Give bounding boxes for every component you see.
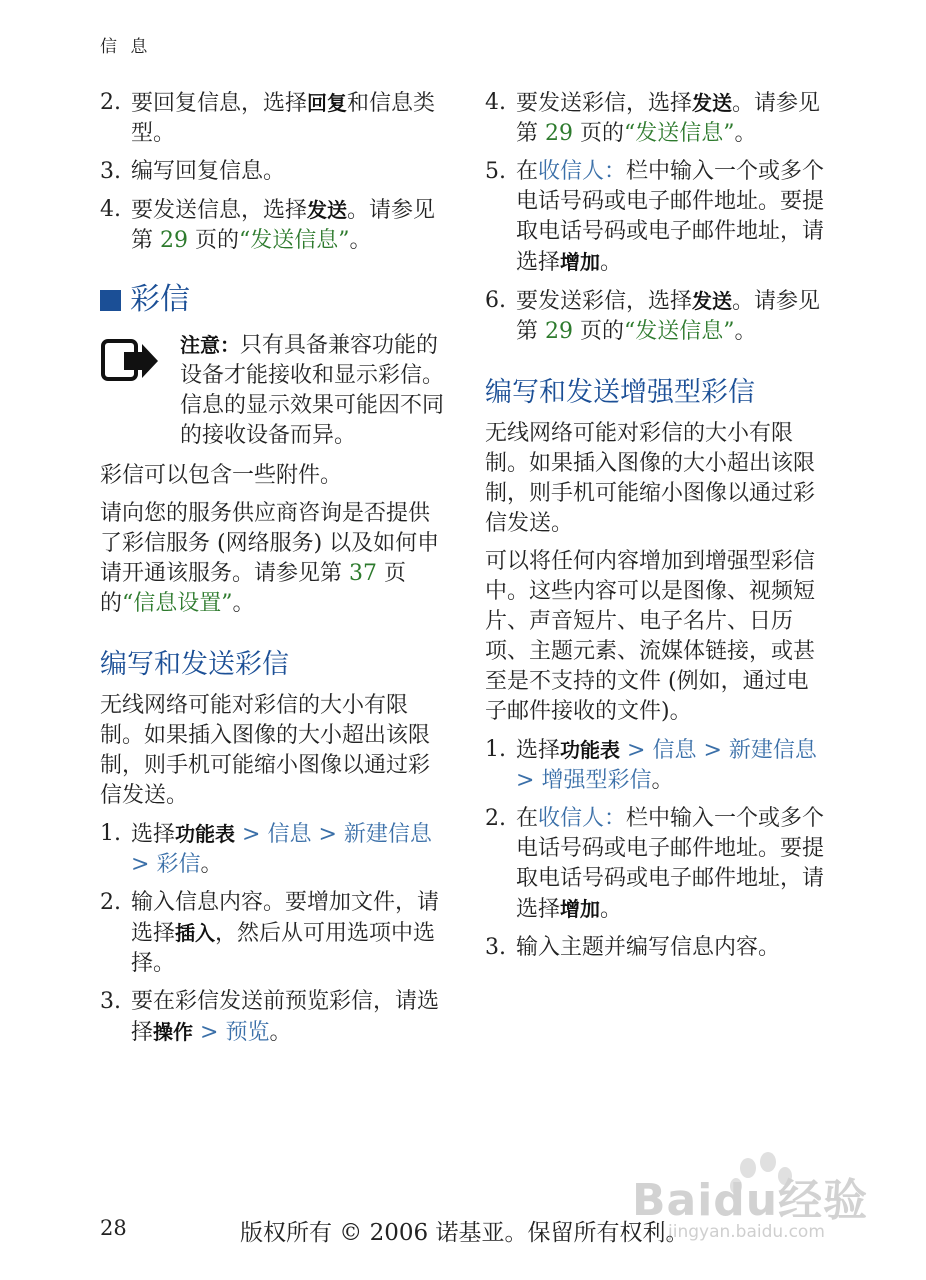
step-number: 1.: [100, 821, 121, 846]
text: 页的: [573, 121, 624, 146]
ui-keyword: 发送: [307, 198, 348, 222]
ui-keyword: 发送: [692, 289, 733, 313]
step-number: 3.: [485, 935, 506, 960]
reply-steps: [100, 88, 450, 256]
page-ref-link[interactable]: 29: [545, 121, 573, 146]
text: 要回复信息，选择: [131, 91, 308, 116]
right-column: [485, 88, 830, 971]
step-text: [131, 195, 450, 256]
page-ref-link[interactable]: 37: [349, 561, 377, 586]
cross-ref-link[interactable]: “发送信息”: [239, 228, 350, 253]
text: 只有具备兼容功能的设备才能接收和显示彩信。信息的显示效果可能因不同的接收设备而异。: [180, 333, 445, 448]
note-label: 注意：: [180, 333, 240, 357]
menu-path-item: 信息: [267, 822, 312, 847]
text: 在: [516, 159, 539, 184]
list-item: [100, 88, 450, 149]
list-item: [485, 286, 830, 347]
list-item: [100, 819, 450, 880]
step-text: [516, 157, 830, 278]
step-number: 1.: [485, 737, 506, 762]
text: 。: [600, 250, 623, 275]
watermark-url: jingyan.baidu.com: [668, 1222, 825, 1242]
section-heading-enhanced: 编写和发送增强型彩信: [485, 377, 755, 408]
list-item: [485, 735, 830, 796]
text: 。: [349, 228, 372, 253]
text: 。请参见第: [516, 289, 821, 344]
field-name: 收信人：: [538, 159, 627, 184]
menu-path-item: 增强型彩信: [541, 768, 652, 793]
text: 和信息类型。: [131, 91, 436, 146]
text: 要在彩信发送前预览彩信，请选择: [131, 989, 440, 1045]
step-text: [131, 888, 450, 979]
ui-keyword: 插入: [175, 921, 216, 945]
menu-path-item: 新建信息: [728, 738, 817, 763]
menu-separator: >: [620, 738, 653, 763]
step-text: [516, 88, 830, 149]
text: 请向您的服务供应商咨询是否提供了彩信服务 (网络服务) 以及如何申请开通该服务。请参见第: [100, 501, 440, 586]
step-number: 2.: [485, 806, 506, 831]
text: 。: [269, 1020, 292, 1045]
field-name: 收信人：: [538, 806, 627, 831]
paragraph: 彩信可以包含一些附件。: [100, 463, 343, 488]
cross-ref-link[interactable]: “信息设置”: [122, 591, 233, 616]
step-number: 4.: [100, 197, 121, 222]
ui-keyword: 功能表: [175, 822, 236, 846]
ui-keyword: 操作: [153, 1020, 194, 1044]
step-text: [516, 286, 830, 347]
page-ref-link[interactable]: 29: [160, 228, 188, 253]
text: 。: [232, 591, 255, 616]
compose-steps: [100, 819, 450, 1048]
page-ref-link[interactable]: 29: [545, 319, 573, 344]
text: 选择: [131, 822, 176, 847]
text: 要发送彩信，选择: [516, 91, 693, 116]
paragraph: 可以将任何内容增加到增强型彩信中。这些内容可以是图像、视频短片、声音短片、电子名片、日历项、主题元素、流媒体链接，或甚至是不支持的文件 (例如，通过电子邮件接收的文件)。: [485, 549, 816, 724]
text: 要发送信息，选择: [131, 198, 308, 223]
heading-text: 彩信: [130, 282, 190, 317]
watermark-logo-text: Baidu经验: [632, 1175, 869, 1226]
copyright-footer: 版权所有 © 2006 诺基亚。保留所有权利。: [240, 1220, 689, 1246]
text: 。: [600, 897, 623, 922]
menu-separator: >: [516, 768, 542, 793]
text: 页的: [100, 561, 406, 616]
left-column: [100, 88, 450, 1056]
ui-keyword: 发送: [692, 91, 733, 115]
step-number: 2.: [100, 890, 121, 915]
menu-separator: >: [235, 822, 268, 847]
send-steps: [485, 88, 830, 347]
list-item: [485, 88, 830, 149]
step-number: 4.: [485, 90, 506, 115]
menu-separator: >: [131, 852, 157, 877]
text: 输入信息内容。要增加文件，请选择: [131, 890, 440, 946]
step-number: 6.: [485, 288, 506, 313]
paragraph: [100, 499, 450, 619]
menu-path-item: 信息: [652, 738, 697, 763]
text: ，然后从可用选项中选择。: [131, 921, 436, 976]
ui-keyword: 增加: [560, 897, 601, 921]
menu-separator: >: [193, 1020, 226, 1045]
running-header: 信 息: [100, 37, 152, 57]
text: 页的: [573, 319, 624, 344]
list-item: [100, 157, 450, 187]
text: 在: [516, 806, 539, 831]
text: 。: [200, 852, 223, 877]
section-heading-mms: [100, 280, 450, 320]
menu-path-item: 新建信息: [343, 822, 432, 847]
list-item: [485, 804, 830, 925]
step-text: [516, 804, 830, 925]
list-item: [100, 987, 450, 1048]
step-number: 3.: [100, 159, 121, 184]
text: 栏中输入一个或多个电话号码或电子邮件地址。要提取电话号码或电子邮件地址，请选择: [516, 159, 825, 275]
page-number: 28: [100, 1216, 127, 1240]
text: 栏中输入一个或多个电话号码或电子邮件地址。要提取电话号码或电子邮件地址，请选择: [516, 806, 825, 922]
step-number: 3.: [100, 989, 121, 1014]
text: 。: [734, 319, 757, 344]
text: 页的: [188, 228, 239, 253]
step-text: 输入主题并编写信息内容。: [516, 935, 781, 960]
heading-square-icon: [100, 290, 121, 311]
step-number: 5.: [485, 159, 506, 184]
step-text: [131, 987, 450, 1048]
list-item: [485, 933, 830, 963]
step-text: [516, 735, 830, 796]
menu-separator: >: [696, 738, 729, 763]
text: 要发送彩信，选择: [516, 289, 693, 314]
ui-keyword: 功能表: [560, 738, 621, 762]
list-item: [100, 888, 450, 979]
step-text: 编写回复信息。: [131, 159, 286, 184]
list-item: [485, 157, 830, 278]
list-item: [100, 195, 450, 256]
text: 。: [734, 121, 757, 146]
enhanced-steps: [485, 735, 830, 963]
text: 。: [651, 768, 674, 793]
step-text: [131, 88, 450, 149]
cross-ref-link[interactable]: “发送信息”: [624, 121, 735, 146]
text: 。请参见第: [131, 198, 436, 253]
note-box: [100, 330, 450, 451]
text: 。请参见第: [516, 91, 821, 146]
note-hand-icon: [100, 330, 180, 451]
menu-path-item: 预览: [225, 1020, 270, 1045]
paragraph: 无线网络可能对彩信的大小有限制。如果插入图像的大小超出该限制，则手机可能缩小图像以通过彩信发送。: [485, 421, 816, 536]
step-text: [131, 819, 450, 880]
menu-separator: >: [311, 822, 344, 847]
note-text: [180, 330, 450, 451]
menu-path-item: 彩信: [156, 852, 201, 877]
cross-ref-link[interactable]: “发送信息”: [624, 319, 735, 344]
paragraph: 无线网络可能对彩信的大小有限制。如果插入图像的大小超出该限制，则手机可能缩小图像以通过彩信发送。: [100, 693, 431, 808]
section-heading-compose: 编写和发送彩信: [100, 649, 289, 680]
ui-keyword: 增加: [560, 250, 601, 274]
ui-keyword: 回复: [307, 91, 348, 115]
step-number: 2.: [100, 90, 121, 115]
text: 选择: [516, 738, 561, 763]
